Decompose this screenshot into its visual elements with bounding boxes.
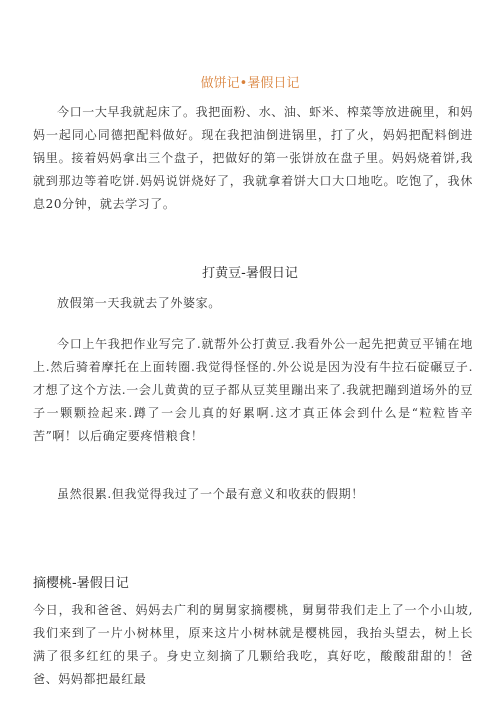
paragraph-soybean-1: 放假第一天我就去了外婆家。 xyxy=(57,296,221,310)
paragraph-soybean-3: 虽然很累.但我觉得我过了一个最有意义和收获的假期！ xyxy=(57,487,364,501)
paragraph-cherry: 今日，我和爸爸、妈妈去广利的舅舅家摘樱桃，舅舅带我们走上了一个小山坡,我们来到了一片小树林里，原来这片小树林就是樱桃园，我抬头望去，树上长满了很多红红的果子。身史立刻摘了几颗给我吃，真好吃，酸酸甜甜的！爸爸、妈妈都把最红最 xyxy=(33,603,473,686)
section-title-pancake: 做饼记•暑假日记 xyxy=(200,76,300,91)
paragraph-pancake: 今口一大早我就起床了。我把面粉、水、油、虾米、榨菜等放进碗里，和妈妈一起同心同德把配料做好。现在我把油倒进锅里，打了火，妈妈把配料倒进锅里。接着妈妈拿出三个盘子，把做好的第一张饼放在盘子里。妈妈烧着饼,我就到那边等着吃饼.妈妈说饼烧好了，我就拿着饼大口大口地吃。吃饱了，我休息20分钟，就去学习了。 xyxy=(33,105,473,211)
paragraph-soybean-2: 今口上午我把作业写完了.就帮外公打黄豆.我看外公一起先把黄豆平铺在地上.然后骑着摩托在上面转圈.我觉得怪怪的.外公说是因为没有牛拉石碇碾豆子.才想了这个方法.一会儿黄黄的豆子都从豆荚里蹦出来了.我就把蹦到道场外的豆子一颗颗捡起来.蹲了一会儿真的好累啊.这才真正体会到什么是“粒粒皆辛苦”啊！以后确定要疼惜粮食！ xyxy=(33,337,473,443)
section-title-cherry: 摘樱桃-暑假日记 xyxy=(33,576,129,591)
section-title-soybean: 打黄豆-暑假日记 xyxy=(202,266,298,281)
